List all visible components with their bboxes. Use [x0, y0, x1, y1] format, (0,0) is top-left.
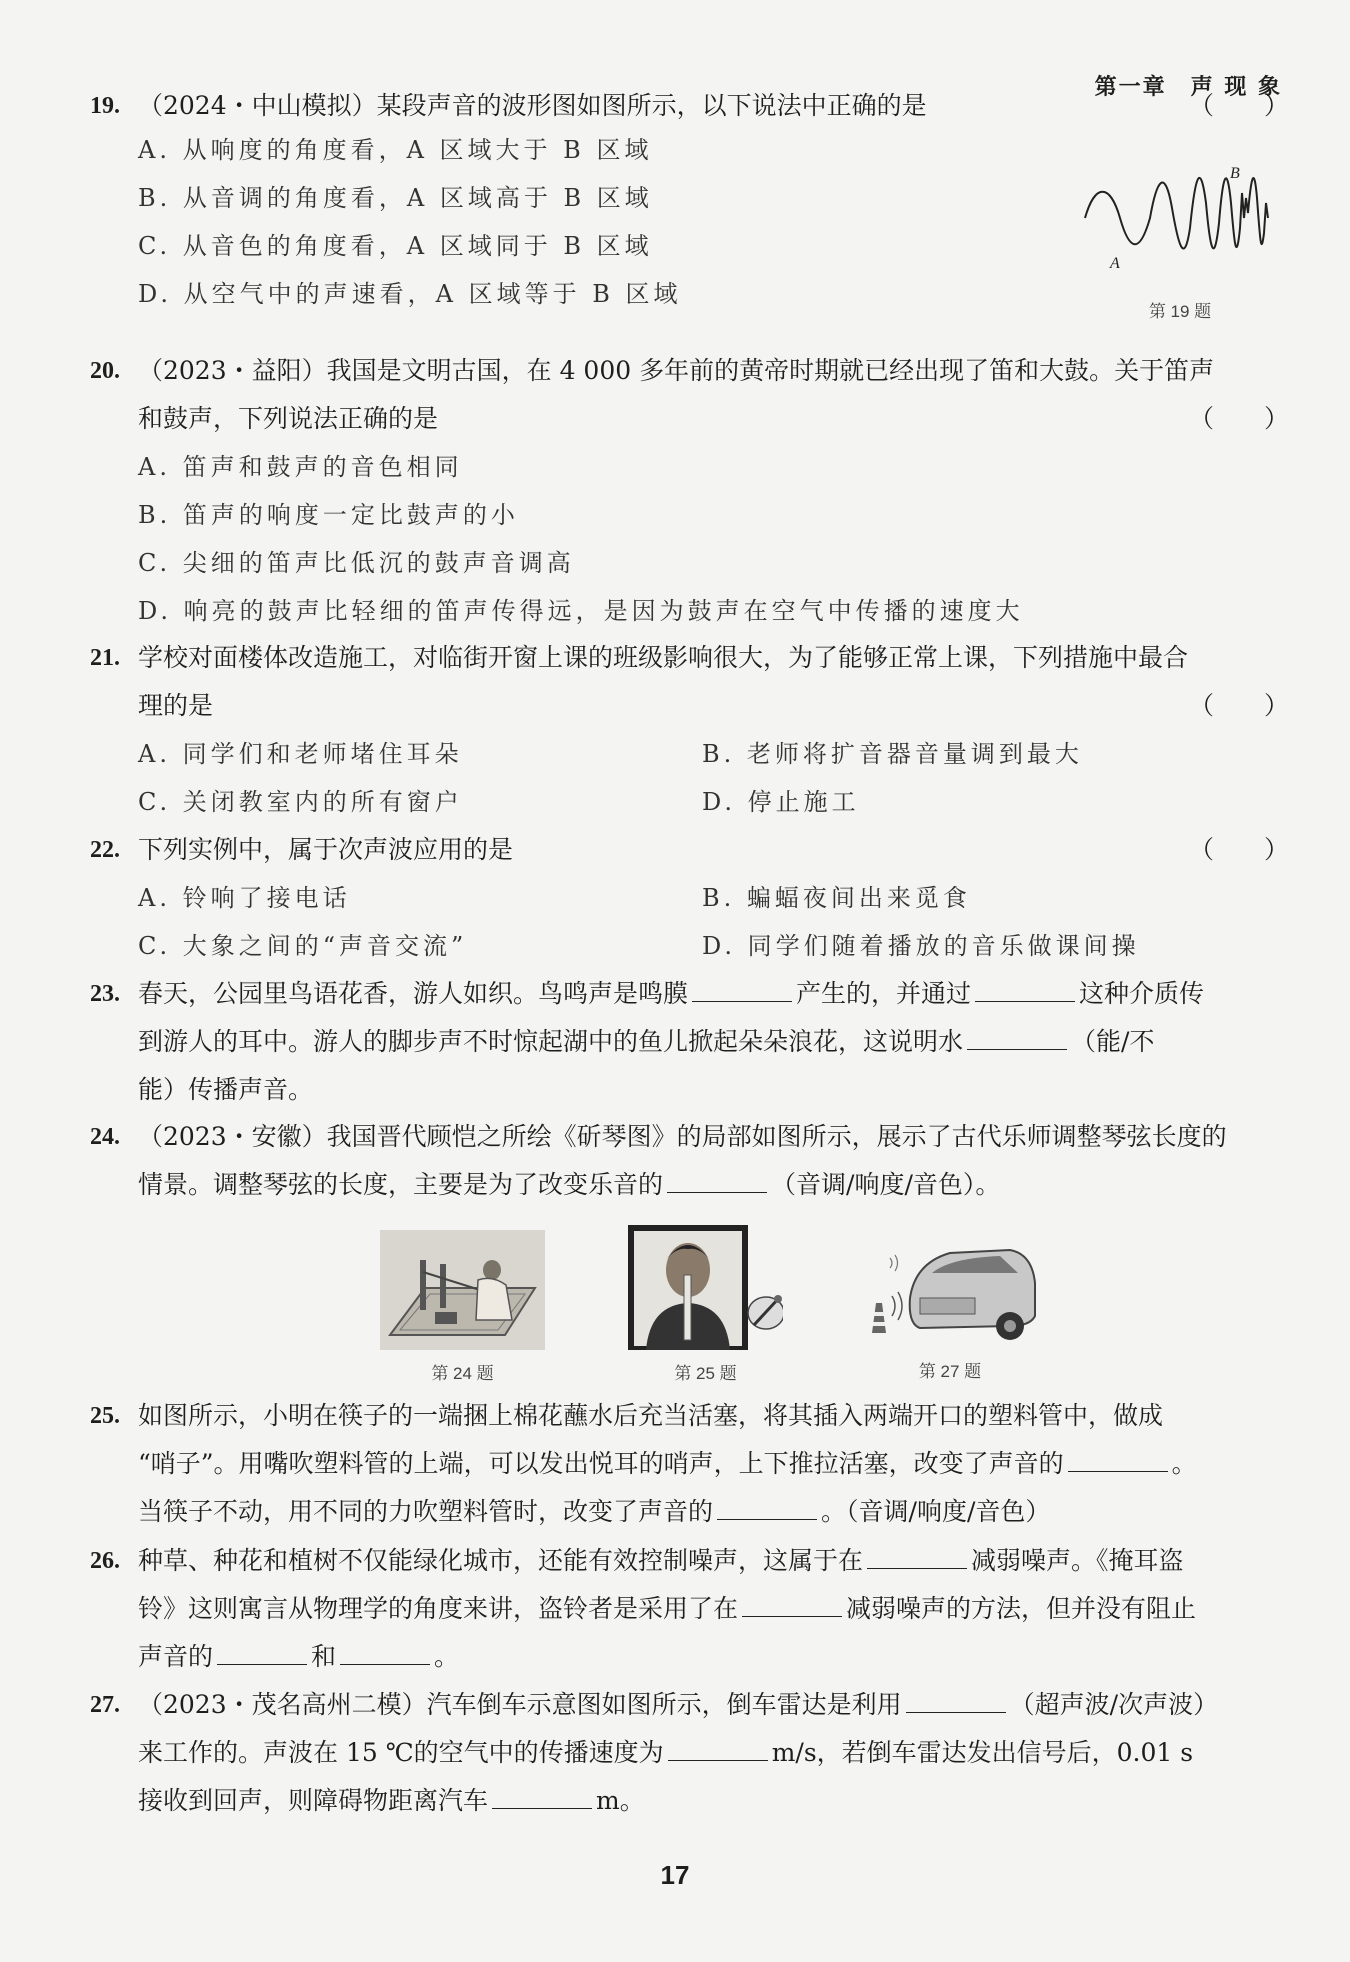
text-part: “哨子”。用嘴吹塑料管的上端，可以发出悦耳的哨声，上下推拉活塞，改变了声音的 — [138, 1449, 1064, 1478]
question-text-line-2 — [138, 1161, 1285, 1209]
text-part: m/s，若倒车雷达发出信号后，0.01 s — [771, 1738, 1194, 1767]
option-d: D. 响亮的鼓声比轻细的笛声传得远，是因为鼓声在空气中传播的速度大 — [138, 597, 1024, 625]
text-part: 这种介质传 — [1079, 979, 1205, 1008]
question-22 — [90, 826, 1289, 970]
stem-text: （2024・中山模拟）某段声音的波形图如图所示，以下说法中正确的是 — [138, 91, 927, 120]
text-part: 接收到回声，则障碍物距离汽车 — [138, 1786, 489, 1815]
question-number: 20. — [90, 358, 120, 384]
question-text-line-3 — [138, 1488, 1285, 1536]
question-stem — [138, 826, 1289, 874]
text-part: 情景。调整琴弦的长度，主要是为了改变乐音的 — [138, 1170, 664, 1199]
fill-blank[interactable] — [717, 1493, 817, 1520]
question-text-line-2 — [138, 1440, 1285, 1488]
figure-caption: 第 19 题 — [1148, 302, 1212, 321]
text-part: 。（音调/响度/音色） — [821, 1497, 1051, 1526]
question-number: 27. — [90, 1692, 120, 1718]
fill-blank[interactable] — [906, 1686, 1006, 1713]
text-part: 来工作的。声波在 15 ℃的空气中的传播速度为 — [138, 1738, 664, 1767]
option-c: C. 关闭教室内的所有窗户 — [138, 788, 463, 816]
question-text-line-3 — [138, 1633, 1285, 1681]
question-text-line-2 — [138, 1018, 1285, 1066]
option-a: A. 从响度的角度看，A 区域大于 B 区域 — [138, 136, 653, 164]
figure-27 — [860, 1228, 1040, 1382]
text-part: （能/不 — [1071, 1027, 1155, 1056]
stem-line-1: （2023・益阳）我国是文明古国，在 4 000 多年前的黄帝时期就已经出现了笛和大鼓。关于笛声 — [138, 356, 1215, 385]
option-row-2 — [138, 778, 1285, 826]
option-row-1 — [138, 730, 1285, 778]
answer-bracket: （ ） — [1188, 404, 1289, 433]
fill-blank[interactable] — [340, 1638, 430, 1665]
fill-blank[interactable] — [867, 1542, 967, 1569]
text-part: 和 — [311, 1642, 337, 1671]
fill-blank[interactable] — [975, 975, 1075, 1002]
text-part: m。 — [596, 1786, 645, 1815]
question-number: 23. — [90, 981, 120, 1007]
fill-blank[interactable] — [667, 1166, 767, 1193]
page-number: 17 — [660, 1860, 690, 1890]
figure-25 — [628, 1225, 783, 1384]
figure-caption: 第 27 题 — [918, 1362, 982, 1381]
wave-label-b: B — [1230, 165, 1240, 182]
question-24 — [90, 1113, 1285, 1209]
text-part: 。 — [1171, 1449, 1197, 1478]
option-row-2 — [138, 922, 1285, 970]
question-text-line-1 — [138, 970, 1285, 1018]
stem-text: 和鼓声，下列说法正确的是 — [138, 404, 439, 433]
fill-blank[interactable] — [1068, 1445, 1168, 1472]
figure-caption: 第 25 题 — [674, 1364, 737, 1383]
text-part: 声音的 — [138, 1642, 214, 1671]
text-part: 当筷子不动，用不同的力吹塑料管时，改变了声音的 — [138, 1497, 714, 1526]
option-b: B. 蝙蝠夜间出来觅食 — [702, 884, 971, 912]
question-text-line-1 — [138, 1681, 1285, 1729]
fill-blank[interactable] — [492, 1782, 592, 1809]
question-text-line-3: 能）传播声音。 — [138, 1075, 314, 1104]
fill-blank[interactable] — [967, 1023, 1067, 1050]
option-a: A. 铃响了接电话 — [138, 884, 351, 912]
zhuoqin-painting — [380, 1230, 545, 1350]
question-23 — [90, 970, 1285, 1114]
text-part: （2023・茂名高州二模）汽车倒车示意图如图所示，倒车雷达是利用 — [138, 1690, 902, 1719]
question-text-line-1: 如图所示，小明在筷子的一端捆上棉花蘸水后充当活塞，将其插入两端开口的塑料管中，做成 — [138, 1401, 1164, 1430]
question-number: 26. — [90, 1548, 120, 1574]
question-21 — [90, 634, 1289, 826]
stem-text: 下列实例中，属于次声波应用的是 — [138, 835, 514, 864]
stem-text: 理的是 — [138, 691, 214, 720]
text-part: 。 — [434, 1642, 460, 1671]
fill-blank[interactable] — [742, 1590, 842, 1617]
text-part: 铃》这则寓言从物理学的角度来讲，盗铃者是采用了在 — [138, 1594, 739, 1623]
figure-19 — [1080, 158, 1280, 322]
option-d: D. 同学们随着播放的音乐做课间操 — [702, 932, 1140, 960]
question-number: 22. — [90, 837, 120, 863]
option-d: D. 停止施工 — [702, 788, 860, 816]
question-text-line-1 — [138, 1537, 1285, 1585]
text-part: 到游人的耳中。游人的脚步声不时惊起湖中的鱼儿掀起朵朵浪花，这说明水 — [138, 1027, 964, 1056]
reversing-car-image — [860, 1228, 1040, 1348]
option-c: C. 尖细的笛声比低沉的鼓声音调高 — [138, 549, 575, 577]
stem-line-2 — [138, 395, 1289, 443]
option-d: D. 从空气中的声速看，A 区域等于 B 区域 — [138, 280, 682, 308]
stem-line-1: 学校对面楼体改造施工，对临街开窗上课的班级影响很大，为了能够正常上课，下列措施中最合 — [138, 643, 1189, 672]
option-a: A. 同学们和老师堵住耳朵 — [138, 740, 463, 768]
text-part: （音调/响度/音色）。 — [771, 1170, 1001, 1199]
wave-label-a: A — [1110, 255, 1120, 272]
answer-bracket: （ ） — [1188, 691, 1289, 720]
question-20 — [90, 347, 1289, 635]
waveform-graph — [1080, 158, 1280, 288]
whistle-boy-photo — [628, 1225, 783, 1350]
stem-line-2 — [138, 682, 1289, 730]
figure-24 — [380, 1230, 545, 1384]
question-number: 25. — [90, 1403, 120, 1429]
text-part: 产生的，并通过 — [796, 979, 972, 1008]
option-a: A. 笛声和鼓声的音色相同 — [138, 453, 463, 481]
question-text-line-2 — [138, 1585, 1285, 1633]
question-text-line-3 — [138, 1777, 1285, 1825]
chapter-header: 第一章 声 现 象 — [1094, 75, 1282, 100]
fill-blank[interactable] — [668, 1734, 768, 1761]
option-c: C. 从音色的角度看，A 区域同于 B 区域 — [138, 232, 653, 260]
answer-bracket: （ ） — [1188, 91, 1289, 120]
fill-blank[interactable] — [217, 1638, 307, 1665]
option-b: B. 老师将扩音器音量调到最大 — [702, 740, 1083, 768]
question-stem — [138, 82, 1289, 130]
question-number: 24. — [90, 1124, 120, 1150]
question-number: 21. — [90, 645, 120, 671]
question-number: 19. — [90, 93, 120, 119]
question-text-line-2 — [138, 1729, 1285, 1777]
question-27 — [90, 1681, 1285, 1825]
text-part: 春天，公园里鸟语花香，游人如织。鸟鸣声是鸣膜 — [138, 979, 689, 1008]
option-row-1 — [138, 874, 1285, 922]
answer-bracket: （ ） — [1188, 835, 1289, 864]
question-text-line-1: （2023・安徽）我国晋代顾恺之所绘《斫琴图》的局部如图所示，展示了古代乐师调整琴弦长度的 — [138, 1122, 1227, 1151]
figure-caption: 第 24 题 — [431, 1364, 494, 1383]
option-c: C. 大象之间的“声音交流” — [138, 932, 468, 960]
text-part: 减弱噪声。《掩耳盗 — [971, 1546, 1184, 1575]
question-26 — [90, 1537, 1285, 1681]
option-b: B. 从音调的角度看，A 区域高于 B 区域 — [138, 184, 653, 212]
question-25 — [90, 1392, 1285, 1536]
text-part: 减弱噪声的方法，但并没有阻止 — [846, 1594, 1197, 1623]
text-part: 种草、种花和植树不仅能绿化城市，还能有效控制噪声，这属于在 — [138, 1546, 864, 1575]
wave-line — [1085, 178, 1268, 249]
fill-blank[interactable] — [692, 975, 792, 1002]
text-part: （超声波/次声波） — [1009, 1690, 1219, 1719]
option-b: B. 笛声的响度一定比鼓声的小 — [138, 501, 519, 529]
